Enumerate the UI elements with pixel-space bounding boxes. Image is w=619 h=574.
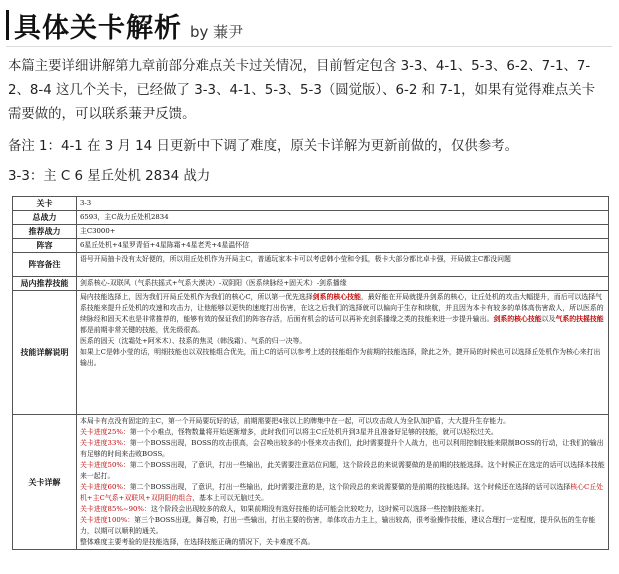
skill-extra-line: 如果上C是韩小莹的话，明细技能也以双技能组合优先，而上C的话可以参考上述的技能组作为前期的技能选择，除此之外，捷开局的时候也可以选择丘处机作为核心来打出输出。 [80,348,601,367]
body-text: 本局卡有点没有固定的主C，第一个开局要玩好的话，前期需要把4张以上的牌集中在一起，可以攻击敌人为全队加护盾，大大提升生存能力。 [80,417,510,425]
body-text: 整体难度主要考验的是技能选择，在选择技能正确的情况下，关卡难度不高。 [80,538,315,546]
highlight-text: 剑系的核心技能 [312,293,361,301]
detail-line [80,438,605,460]
row-value: 剑系核心-双联风（气系扶摇式+气系大漠决）-双阴阳（医系续脉经+固天术）-剑系播缘 [77,277,609,291]
body-text: 第三个BOSS出现，舞召唤，打出一些输出，打出主要的伤害，单体攻击力主上，输出较高，很考验操作技能，建议合理打一定程度，提升队伍的生存能力，以期可以顺利的通关。 [80,516,596,535]
row-key: 阵容 [13,239,77,253]
row-key: 技能详解说明 [13,291,77,415]
detail-line [80,460,605,482]
row-key: 局内推荐技能 [13,277,77,291]
body-text: 第二个BOSS出现，了意识，打出一些输出，此时需要注意的是，这个阶段总的来说需要做的是前期的技能选择。这个时候还在选择的话可以选择 [129,483,571,491]
intro-paragraph: 本篇主要详细讲解第九章前部分难点关卡过关情况，目前暂定包含 3-3、4-1、5-3、6-2、7-1、7-2、8-4 这几个关卡，已经做了 3-3、4-1、5-3、5-3（圆觉版）、6-2 和 7-1，如果有觉得难点关卡需要做的，可以联系蒹尹反馈。 [8,59,596,122]
row-key: 关卡 [13,197,77,211]
detail-line [80,515,605,537]
body-text: 第二个BOSS出现，了意识，打出一些输出，此关需要注意站位问题，这个阶段总的来说需要做的是前期的技能选择。这个时候正在选定的话可以选择本技能来一起打。 [80,461,605,480]
body-text: ，最好能在开局就提升剑系的核心，让丘处机的攻击大幅提升，而后可以选择气系技能来提升丘处机的攻速和攻击力，让他能够以更快的速度打出伤害，在这之后我们的选择就可以偏向于生存和续航，并且因为本卡有较多的单体高伤害敌人，所以医系的续脉经和固天术也是非常推荐的，能够有效的保证我们的阵容存活，后面有机会的话可以再补充剑系播缘之类的技能来进一步提升输出。 [80,293,604,323]
progress-label: 关卡进度25%： [80,428,130,436]
row-key: 总战力 [13,211,77,225]
skill-extra-line: 医系的固天（沈霜处+阿米木）、技系的焦灵（韩浅霜）、气系的归一决等。 [80,337,307,345]
title-accent-bar [6,10,9,40]
progress-label: 关卡进度33%： [80,439,130,447]
table-row [13,211,609,225]
body-text: 局内技能选择上，因为我们开局丘处机作为我们的核心C，所以第一优先选择 [80,293,313,301]
title-divider [6,46,612,47]
progress-label: 关卡进度100%： [80,516,135,524]
progress-label: 关卡进度60%： [80,483,130,491]
skill-explanation [77,291,609,415]
skill-main-text [80,292,605,336]
detail-line [80,427,605,438]
body-text: ，基本上可以无脑过关。 [192,494,268,502]
stage-heading: 3-3：主 C 6 星丘处机 2834 战力 [8,169,211,184]
table-row [13,277,609,291]
table-row [13,239,609,253]
row-key: 推荐战力 [13,225,77,239]
progress-label: 关卡进度50%： [80,461,130,469]
detail-line [80,537,605,548]
page-title [14,6,243,45]
page-title-text: 具体关卡解析 [14,13,182,44]
stage-detail-table [12,196,609,550]
table-row [13,197,609,211]
body-text: 这个阶段会出现较多的敌人，如果前期没有选好技能的话可能会比较吃力，这时候可以选择一些控制技能来打。 [150,505,489,513]
progress-label: 核心C丘处机+主C气系+双联风+双阴阳的组合 [80,483,604,502]
row-value: 语号开局抽卡没有太好便的，所以用丘处机作为开局主C，普通玩家本卡可以考虑韩小莹和令狐，极卡大部分都比卓卡强，开局做主C都没问题 [77,253,609,277]
table-row-skills [13,291,609,415]
table-row [13,225,609,239]
row-value: 6星丘处机+4星罗青佰+4星陈霜+4星老秃+4星温怀信 [77,239,609,253]
body-text: 第一个小难点，怪物数量将开始逐渐增多，此时我们可以将主C丘处机升到3星并且准备好足够的技能，就可以轻松过关。 [129,428,498,436]
detail-line [80,504,605,515]
author-byline: by 蒹尹 [190,23,244,41]
table-row-detail [13,415,609,550]
note-paragraph: 备注 1：4-1 在 3 月 14 日更新中下调了难度，原关卡详解为更新前做的，仅供参考。 [8,139,518,154]
highlight-text: 气系的扶摇技能 [555,315,604,323]
row-value: 3-3 [77,197,609,211]
title-block [6,6,612,42]
stage-explanation [77,415,609,550]
table-row [13,253,609,277]
progress-label: 关卡进度85%~90%： [80,505,151,513]
highlight-text: 剑系的核心技能 [493,315,542,323]
detail-line [80,482,605,504]
row-value: 6593，主C战力丘处机2834 [77,211,609,225]
detail-line [80,416,605,427]
body-text: 都是前期非常关键的技能，优先级很高。 [80,326,205,334]
body-text: 以及 [541,315,556,323]
row-key: 关卡详解 [13,415,77,550]
row-key: 阵容备注 [13,253,77,277]
row-value: 主C3000+ [77,225,609,239]
body-text: 第一个BOSS出现，BOSS的攻击很高，会召唤出较多的小怪来攻击我们，此时需要提升个人战力，也可以利用控制技能来限制BOSS的行动，让我们的输出有足够的时间来击败BOSS。 [80,439,604,458]
